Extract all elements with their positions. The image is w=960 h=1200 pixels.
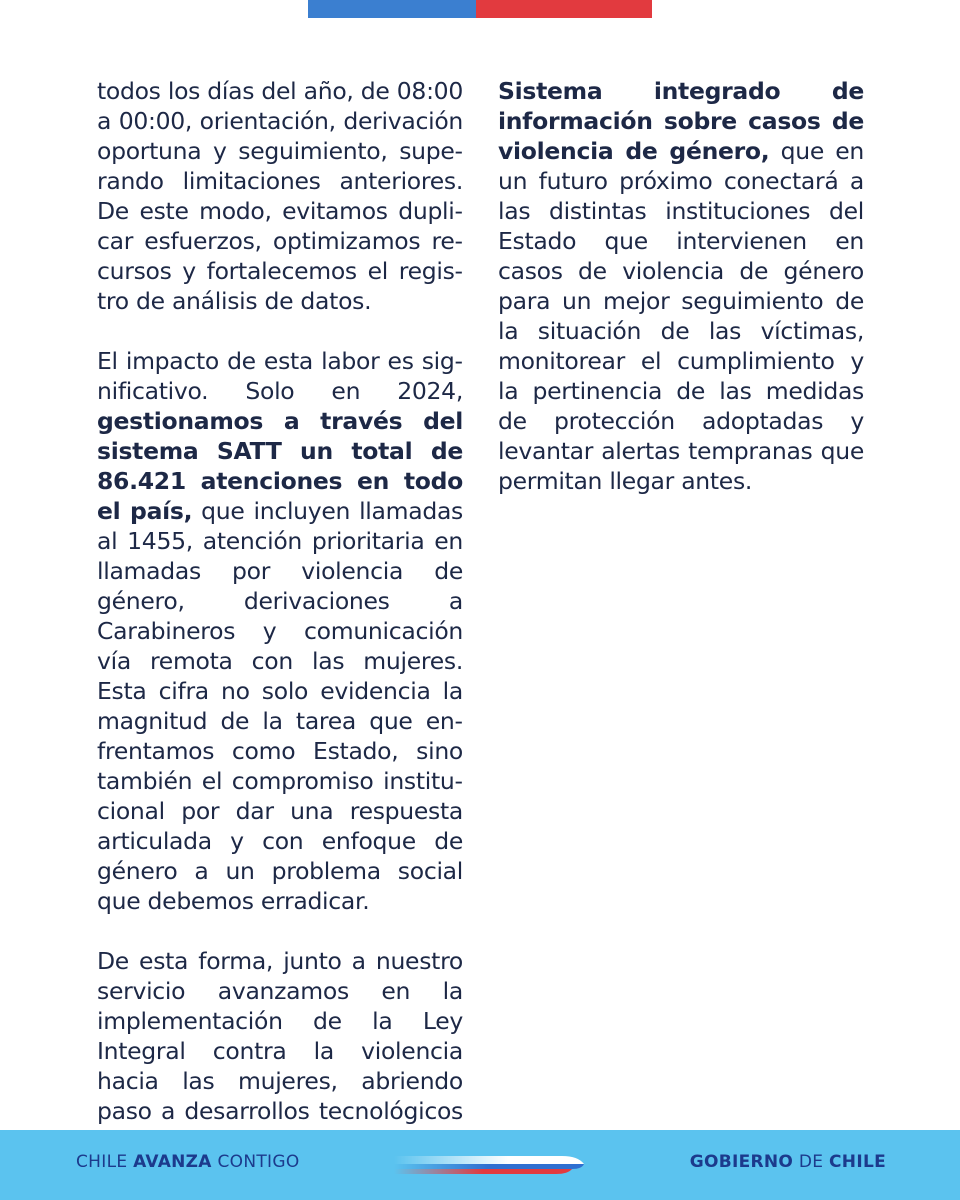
left-paragraph-2-bold: gestionamos a través del sistema SATT un total de 86.421 atenciones en todo el país, [97,407,463,525]
footer-government-part-1: GOBIERNO [689,1152,794,1172]
footer-slogan [76,1152,300,1172]
left-paragraph-2-start: El impacto de esta labor es significativo. Solo en 2024, [97,347,463,405]
left-paragraph-2-end: que incluyen llamadas al 1455, atención prioritaria en llamadas por violencia de género, derivaciones a Carabineros y comunicación vía remota con las mujeres. Esta cifra no solo evidencia la magnitud de la tarea que enfrentamos como Estado, sino también el compromiso institucional por dar una respuesta articulada y con enfoque de género a un problema social que debemos erradicar. [97,497,463,915]
right-column [498,76,864,526]
footer-slogan-part-2: AVANZA [133,1152,212,1172]
footer-government-label [690,1152,886,1172]
right-paragraph-1-end: que en un futuro próximo conectará a las distintas instituciones del Estado que intervienen en casos de violencia de género para un mejor seguimiento de la situación de las víctimas, monitorear el cumplimiento y la pertinencia de las medidas de protección adoptadas y levantar alertas tempranas que permitan llegar antes. [498,137,864,495]
left-paragraph-1: todos los días del año, de 08:00 a 00:00, orientación, derivación oportuna y seguimiento, superando limitaciones anteriores. De este modo, evitamos duplicar esfuerzos, optimizamos recursos y fortalecemos el registro de análisis de datos. [97,77,463,315]
flag-red-stripe [476,0,652,18]
flag-blue-stripe [308,0,476,18]
top-flag-bar [308,0,652,18]
left-paragraph-3: De esta forma, junto a nuestro servicio avanzamos en la implementación de la Ley Integral contra la violencia hacia las mujeres, abriendo paso a desarrollos tecnológicos [97,947,463,1125]
right-paragraph-1 [498,76,864,496]
footer-bar [0,1130,960,1200]
left-paragraph-2 [97,346,463,916]
footer-slogan-part-1: CHILE [76,1152,134,1172]
right-paragraph-1-bold: Sistema integrado de información sobre casos de violencia de género, [498,77,864,165]
chile-stripes-logo-icon [392,1150,588,1180]
footer-government-part-3: CHILE [829,1152,886,1172]
footer-slogan-part-3: CONTIGO [211,1152,300,1172]
left-column [97,76,463,1186]
footer-government-part-2: DE [793,1152,830,1172]
